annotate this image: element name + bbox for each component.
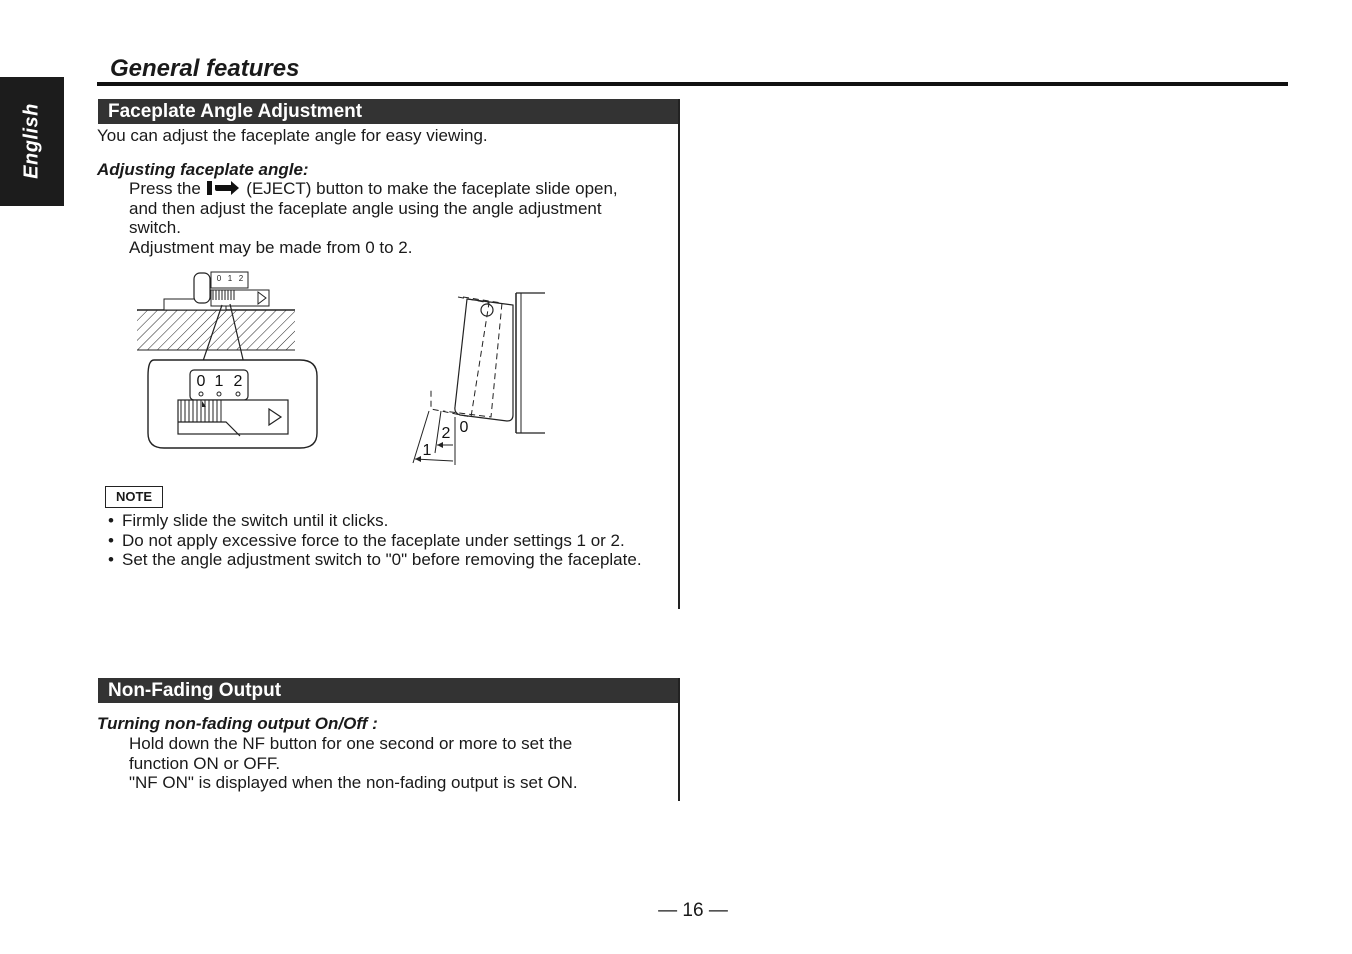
hatched-surface	[137, 310, 295, 350]
nonfading-line-3: "NF ON" is displayed when the non-fading output is set ON.	[129, 773, 578, 792]
nonfading-line-2: function ON or OFF.	[129, 753, 281, 773]
section-header-nonfading	[98, 678, 680, 703]
switch-diagram	[130, 268, 330, 453]
eject-icon	[206, 180, 242, 196]
page-number: — 16 —	[658, 900, 728, 921]
instruction-line-1: Press the (EJECT) button to make the faceplate slide open,	[129, 179, 618, 198]
angle-label-0: 0	[459, 419, 469, 436]
large-scale-0: 0	[196, 373, 206, 390]
title-rule	[97, 82, 1288, 86]
note-item: • Firmly slide the switch until it clicks.	[108, 511, 668, 531]
faceplate-subheading: Adjusting faceplate angle:	[97, 160, 309, 179]
instruction-line-2: and then adjust the faceplate angle using the angle adjustment	[129, 198, 602, 218]
note-label: NOTE	[105, 486, 163, 508]
small-scale-2: 2	[238, 274, 244, 283]
language-tab-label: English	[20, 103, 43, 179]
small-scale-0: 0	[216, 274, 222, 283]
section-divider-nonfading	[678, 678, 680, 801]
section-title-nonfading: Non-Fading Output	[108, 680, 282, 701]
note-list	[108, 511, 668, 570]
faceplate-intro: You can adjust the faceplate angle for easy viewing.	[97, 126, 488, 145]
section-header-faceplate	[98, 99, 680, 124]
angle-label-2: 2	[441, 425, 451, 442]
instruction-range: Adjustment may be made from 0 to 2.	[129, 237, 413, 257]
section-divider-faceplate	[678, 99, 680, 609]
nonfading-instructions	[129, 734, 674, 793]
nonfading-subheading: Turning non-fading output On/Off :	[97, 714, 378, 733]
small-scale-1: 1	[227, 274, 233, 283]
language-tab	[0, 77, 64, 206]
nonfading-line-1: Hold down the NF button for one second or more to set the	[129, 734, 573, 753]
note-item: • Do not apply excessive force to the faceplate under settings 1 or 2.	[108, 531, 668, 551]
page-title: General features	[110, 55, 300, 82]
switch-knob	[194, 273, 210, 303]
faceplate-position-0	[455, 299, 513, 421]
large-scale-1: 1	[214, 373, 224, 390]
instruction-line-3: switch.	[129, 218, 181, 237]
section-title-faceplate: Faceplate Angle Adjustment	[108, 101, 363, 122]
angle-label-1: 1	[422, 442, 432, 459]
note-item: • Set the angle adjustment switch to "0" before removing the faceplate.	[108, 550, 668, 570]
angle-diagram	[405, 285, 555, 470]
large-scale-2: 2	[233, 373, 243, 390]
faceplate-instructions	[129, 179, 674, 257]
